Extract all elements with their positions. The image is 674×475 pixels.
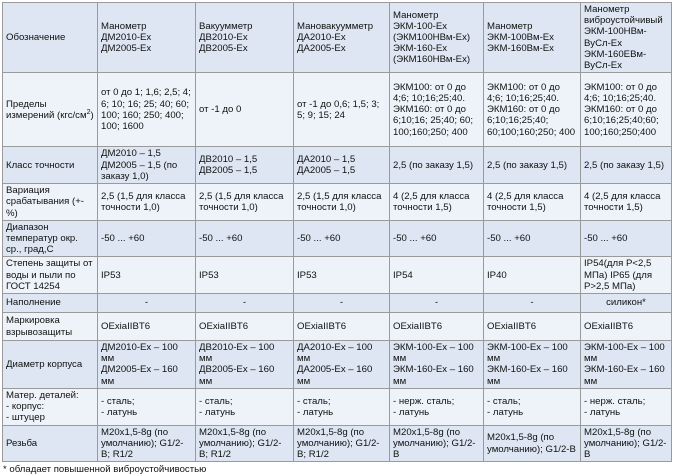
table-cell: ДА2010 – 1,5 ДА2005 – 1,5 xyxy=(294,147,390,184)
table-row xyxy=(3,73,672,147)
row-label xyxy=(3,73,98,147)
row-label: Класс точности xyxy=(3,147,98,184)
header-device-6: Манометр виброустойчивый ЭКМ-100НВм-ВуСл-Ех ЭКМ-160ЕВм-ВуСл-Ех xyxy=(581,3,672,73)
table-cell: 2,5 (по заказу 1,5) xyxy=(581,147,672,184)
row-label-text: Пределы измерений (кгс/см xyxy=(6,98,87,121)
header-device-2: Вакуумметр ДВ2010-Ех ДВ2005-Ех xyxy=(196,3,294,73)
table-cell: - xyxy=(390,294,484,313)
table-cell: IP53 xyxy=(294,257,390,294)
table-cell: ДВ2010 – 1,5 ДВ2005 – 1,5 xyxy=(196,147,294,184)
table-cell: силикон* xyxy=(581,294,672,313)
header-designation: Обозначение xyxy=(3,3,98,73)
row-label-superscript: 2 xyxy=(86,108,91,116)
spec-table-container xyxy=(2,2,671,475)
table-cell: ДВ2010-Ех – 100 мм ДВ2005-Ех – 160 мм xyxy=(196,341,294,389)
row-label: Маркировка взрывозащиты xyxy=(3,313,98,341)
table-cell: OExiaIIBT6 xyxy=(484,313,581,341)
row-label: Диапазон температур окр. ср., град,С xyxy=(3,220,98,257)
table-row xyxy=(3,257,672,294)
table-cell: - сталь; - латунь xyxy=(484,388,581,425)
table-cell: ДМ2010-Ех – 100 мм ДМ2005-Ех – 160 мм xyxy=(98,341,196,389)
table-row xyxy=(3,341,672,389)
table-cell: М20х1,5-8g (по умолчанию); G1/2-B; R1/2 xyxy=(196,425,294,462)
table-cell: -50 ... +60 xyxy=(294,220,390,257)
table-cell: 4 (2,5 для класса точности 1,5) xyxy=(581,184,672,221)
table-cell: 2,5 (по заказу 1,5) xyxy=(484,147,581,184)
table-cell: - нерж. сталь; - латунь xyxy=(581,388,672,425)
table-cell: OExiaIIBT6 xyxy=(98,313,196,341)
table-cell: ЭКМ100: от 0 до 4;6; 10;16;25;40. ЭКМ160: от 0 до 6;10;16; 25;40; 60; 100;160;250; 400 xyxy=(390,73,484,147)
table-row xyxy=(3,220,672,257)
table-cell: 2,5 (по заказу 1,5) xyxy=(390,147,484,184)
table-cell: - сталь; - латунь xyxy=(196,388,294,425)
table-cell: - сталь; - латунь xyxy=(98,388,196,425)
table-cell: IP54(для Р<2,5 МПа) IP65 (для Р>2,5 МПа) xyxy=(581,257,672,294)
row-label: Диаметр корпуса xyxy=(3,341,98,389)
header-device-5: Манометр ЭКМ-100Вм-Ех ЭКМ-160Вм-Ех xyxy=(484,3,581,73)
table-cell: -50 ... +60 xyxy=(196,220,294,257)
row-label: Наполнение xyxy=(3,294,98,313)
row-label: Степень защиты от воды и пыли по ГОСТ 14254 xyxy=(3,257,98,294)
table-cell: IP54 xyxy=(390,257,484,294)
footnote: * обладает повышенной виброустойчивостью xyxy=(3,464,207,475)
table-row xyxy=(3,425,672,462)
table-row xyxy=(3,388,672,425)
table-cell: OExiaIIBT6 xyxy=(294,313,390,341)
specifications-table xyxy=(2,2,672,462)
table-cell: ДА2010-Ех – 100 мм ДА2005-Ех – 160 мм xyxy=(294,341,390,389)
table-cell: - нерж. сталь; - латунь xyxy=(390,388,484,425)
table-cell: - xyxy=(98,294,196,313)
table-cell: ЭКМ100: от 0 до 4;6; 10;16;25;40. ЭКМ160: от 0 до 6;10;16;25;40; 60;100;160;250; 400 xyxy=(484,73,581,147)
table-cell: ЭКМ100: от 0 до 4;6; 10;16;25;40. ЭКМ160: от 0 до 6;10;16;25;40;60; 100;160;250;400 xyxy=(581,73,672,147)
table-cell: -50 ... +60 xyxy=(484,220,581,257)
table-cell: - xyxy=(484,294,581,313)
table-cell: OExiaIIBT6 xyxy=(390,313,484,341)
table-cell: -50 ... +60 xyxy=(390,220,484,257)
table-cell: OExiaIIBT6 xyxy=(581,313,672,341)
table-row xyxy=(3,313,672,341)
table-cell: -50 ... +60 xyxy=(98,220,196,257)
table-row xyxy=(3,147,672,184)
table-cell: ДМ2010 – 1,5 ДМ2005 – 1,5 (по заказу 1,0) xyxy=(98,147,196,184)
table-cell: М20х1,5-8g (по умолчанию); G1/2-B; R1/2 xyxy=(294,425,390,462)
table-cell: -50 ... +60 xyxy=(581,220,672,257)
header-device-3: Мановакуумметр ДА2010-Ех ДА2005-Ех xyxy=(294,3,390,73)
table-cell: ЭКМ-100-Ех – 100 мм ЭКМ-160-Ех – 160 мм xyxy=(484,341,581,389)
table-cell: ЭКМ-100-Ех – 100 мм ЭКМ-160-Ех – 160 мм xyxy=(581,341,672,389)
header-device-1: Манометр ДМ2010-Ех ДМ2005-Ех xyxy=(98,3,196,73)
table-cell: 4 (2,5 для класса точности 1,5) xyxy=(390,184,484,221)
table-cell: М20х1,5-8g (по умолчанию); G1/2-B xyxy=(484,425,581,462)
row-label: Вариация срабатывания (+-%) xyxy=(3,184,98,221)
table-cell: от 0 до 1; 1,6; 2,5; 4; 6; 10; 16; 25; 40; 60; 100; 160; 250; 400; 100; 1600 xyxy=(98,73,196,147)
table-cell: М20х1,5-8g (по умолчанию); G1/2-B xyxy=(581,425,672,462)
table-cell: М20х1,5-8g (по умолчанию); G1/2-B; R1/2 xyxy=(98,425,196,462)
table-cell: от -1 до 0 xyxy=(196,73,294,147)
row-label: Матер. деталей: - корпус: - штуцер xyxy=(3,388,98,425)
table-cell: 2,5 (1,5 для класса точности 1,0) xyxy=(98,184,196,221)
table-cell: 2,5 (1,5 для класса точности 1,0) xyxy=(196,184,294,221)
table-cell: М20х1,5-8g (по умолчанию); G1/2-B xyxy=(390,425,484,462)
table-cell: IP53 xyxy=(98,257,196,294)
table-cell: 4 (2,5 для класса точности 1,5) xyxy=(484,184,581,221)
table-cell: от -1 до 0,6; 1,5; 3; 5; 9; 15; 24 xyxy=(294,73,390,147)
table-cell: IP40 xyxy=(484,257,581,294)
header-row xyxy=(3,3,672,73)
table-cell: 2,5 (1,5 для класса точности 1,0) xyxy=(294,184,390,221)
row-label: Резьба xyxy=(3,425,98,462)
table-row xyxy=(3,184,672,221)
table-cell: - сталь; - латунь xyxy=(294,388,390,425)
row-label-suffix: ) xyxy=(90,109,94,121)
table-cell: - xyxy=(294,294,390,313)
header-device-4: Манометр ЭКМ-100-Ех (ЭКМ100НВм-Ех) ЭКМ-160-Ех (ЭКМ160НВм-Ех) xyxy=(390,3,484,73)
table-cell: OExiaIIBT6 xyxy=(196,313,294,341)
table-cell: - xyxy=(196,294,294,313)
table-row xyxy=(3,294,672,313)
table-cell: IP53 xyxy=(196,257,294,294)
table-cell: ЭКМ-100-Ех – 100 мм ЭКМ-160-Ех – 160 мм xyxy=(390,341,484,389)
